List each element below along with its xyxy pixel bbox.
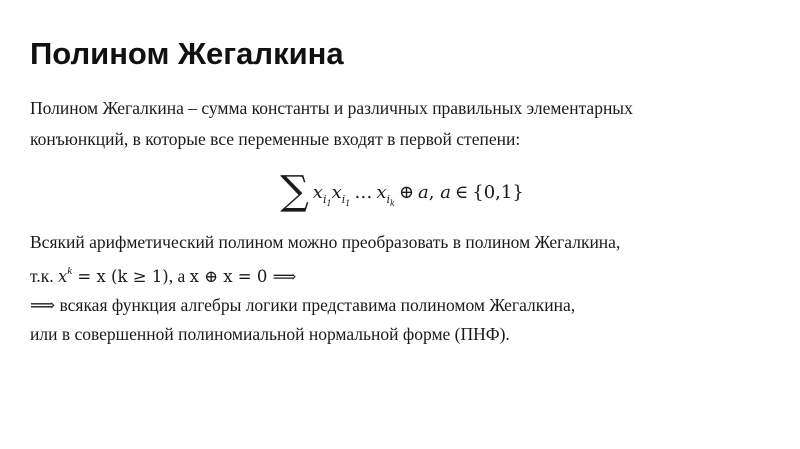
statement-math-sup-k: k xyxy=(67,265,73,277)
definition-line-1: Полином Жегалкина – сумма константы и различных правильных элементарных xyxy=(30,98,633,118)
statement-paragraph xyxy=(30,228,620,349)
formula-x-3: x xyxy=(376,182,387,203)
sum-symbol: ∑ xyxy=(280,168,309,214)
statement-line-3: ⟹ всякая функция алгебры логики представима полиномом Жегалкина, xyxy=(30,295,576,315)
formula-sub-i-k: ik xyxy=(386,193,395,208)
statement-math-eq: = x (k ≥ 1) xyxy=(72,267,169,286)
formula-xor: ⊕ xyxy=(398,182,414,203)
formula-set: {0,1} xyxy=(472,182,524,203)
statement-line-4: или в совершенной полиномиальной нормальной форме (ПНФ). xyxy=(30,324,510,344)
formula-x-1: x xyxy=(312,182,323,203)
statement-line-2-mid: , а xyxy=(168,266,190,286)
formula-in: ∈ xyxy=(454,182,469,203)
definition-line-2: конъюнкций, в которые все переменные входят в первой степени: xyxy=(30,129,521,149)
formula-sub-i-2: i1 xyxy=(341,193,351,208)
formula-x-2: x xyxy=(331,182,342,203)
definition-paragraph xyxy=(30,93,633,155)
zhegalkin-formula xyxy=(0,170,800,220)
statement-line-2 xyxy=(30,257,620,291)
formula-a-1: a xyxy=(417,182,429,203)
statement-math-x: x xyxy=(57,267,68,286)
statement-math-xor: x ⊕ x = 0 ⟹ xyxy=(189,267,297,286)
statement-line-2-prefix: т.к. xyxy=(30,266,58,286)
formula-comma: , xyxy=(428,182,435,203)
statement-line-1: Всякий арифметический полином можно преобразовать в полином Жегалкина, xyxy=(30,232,621,252)
formula-expression xyxy=(276,170,524,216)
formula-a-2: a xyxy=(440,182,451,203)
formula-dots: … xyxy=(354,182,373,203)
formula-sub-i-1: i1 xyxy=(322,193,332,208)
slide-title: Полином Жегалкина xyxy=(30,36,344,71)
